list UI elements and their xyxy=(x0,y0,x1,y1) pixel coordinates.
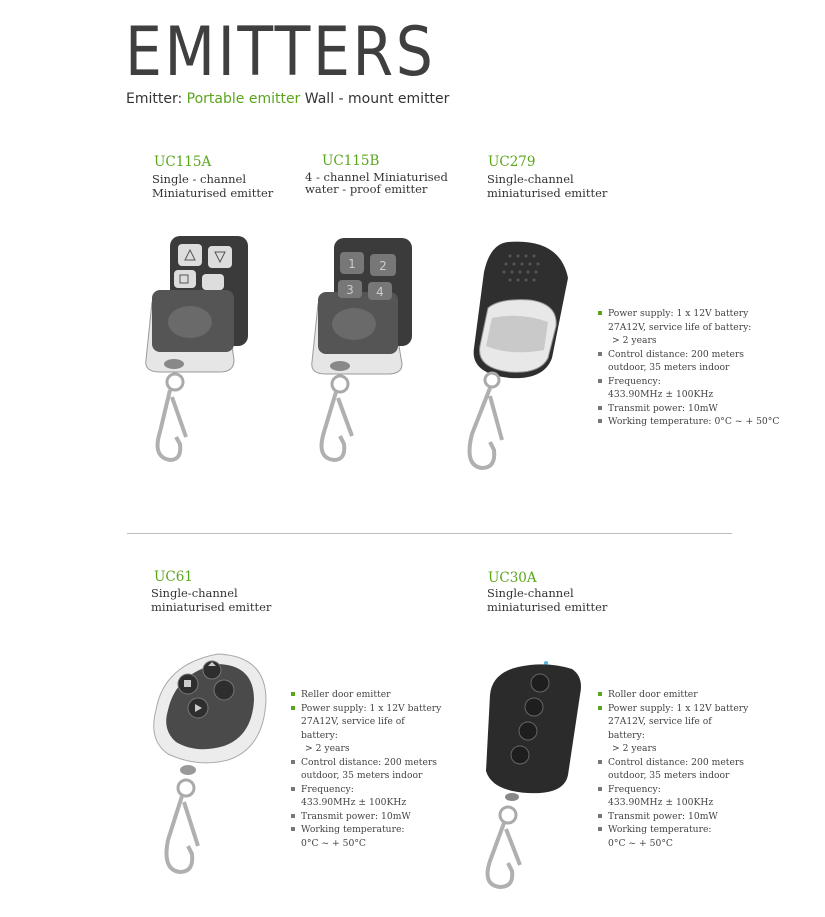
spec-line: Working temperature: xyxy=(608,824,712,835)
nav-wall-mount-emitter-link[interactable]: Wall - mount emitter xyxy=(304,91,450,107)
product-desc-uc115a xyxy=(152,172,273,200)
spec-line: Transmit power: 10mW xyxy=(301,810,411,822)
uc61-remote-image xyxy=(148,650,273,890)
product-model-uc279: UC279 xyxy=(488,154,536,170)
spec-line: Roller door emitter xyxy=(608,689,698,700)
spec-line: 433.90MHz ± 100KHz xyxy=(301,797,407,808)
spec-line: 0°C ~ + 50°C xyxy=(608,837,673,849)
spec-line: > 2 years xyxy=(612,335,657,346)
spec-line: Working temperature: 0°C ~ + 50°C xyxy=(608,416,780,427)
spec-line: 0°C ~ + 50°C xyxy=(301,837,366,849)
page-title: EMITTERS xyxy=(125,13,436,92)
spec-line: Control distance: 200 meters xyxy=(608,756,745,768)
spec-line: Working temperature: xyxy=(301,824,405,835)
desc-line: miniaturised emitter xyxy=(487,600,608,614)
section-divider xyxy=(127,533,732,534)
spec-line: 27A12V, service life of battery: xyxy=(608,321,752,333)
product-model-uc30a: UC30A xyxy=(488,570,537,586)
uc30a-specs xyxy=(598,688,748,850)
spec-line: Transmit power: 10mW xyxy=(608,402,718,414)
desc-line: miniaturised emitter xyxy=(151,600,272,614)
spec-line: Power supply: 1 x 12V battery xyxy=(608,702,749,714)
spec-line: battery: xyxy=(608,729,645,741)
uc115b-remote-image xyxy=(296,236,416,471)
uc279-specs xyxy=(598,307,779,429)
spec-line: 433.90MHz ± 100KHz xyxy=(608,389,714,400)
product-model-uc115b: UC115B xyxy=(322,153,380,169)
spec-line: Control distance: 200 meters xyxy=(301,756,438,768)
nav-portable-emitter-link[interactable]: Portable emitter xyxy=(186,91,301,107)
desc-line: miniaturised emitter xyxy=(487,186,608,200)
desc-line: Single-channel xyxy=(151,586,238,600)
product-desc-uc115b xyxy=(305,171,448,195)
spec-line: 27A12V, service life of xyxy=(608,716,712,727)
desc-line: Miniaturised emitter xyxy=(152,186,274,200)
spec-line: outdoor, 35 meters indoor xyxy=(301,770,423,781)
spec-line: Frequency: xyxy=(301,783,354,795)
spec-line: Reller door emitter xyxy=(301,689,391,700)
product-desc-uc61 xyxy=(151,586,271,614)
spec-line: Frequency: xyxy=(608,783,661,795)
emitter-nav xyxy=(126,91,449,107)
spec-line: Power supply: 1 x 12V battery xyxy=(301,702,442,714)
spec-line: Frequency: xyxy=(608,375,661,387)
desc-line: Single-channel xyxy=(487,172,574,186)
spec-line: > 2 years xyxy=(612,743,657,754)
spec-line: 433.90MHz ± 100KHz xyxy=(608,797,714,808)
spec-line: battery: xyxy=(301,729,338,741)
button-label: 4 xyxy=(376,285,384,299)
desc-line: 4 - channel Miniaturised xyxy=(305,170,448,184)
uc30a-remote-image xyxy=(468,655,588,891)
product-desc-uc279 xyxy=(487,172,607,200)
button-label: 3 xyxy=(346,283,354,297)
uc115a-remote-image xyxy=(130,232,250,472)
spec-line: Power supply: 1 x 12V battery xyxy=(608,308,749,319)
desc-line: Single-channel xyxy=(487,586,574,600)
product-model-uc61: UC61 xyxy=(154,569,193,585)
desc-line: water - proof emitter xyxy=(305,182,428,196)
nav-prefix: Emitter: xyxy=(126,91,183,107)
spec-line: 27A12V, service life of xyxy=(301,716,405,727)
spec-line: Control distance: 200 meters xyxy=(608,348,745,360)
desc-line: Single - channel xyxy=(152,172,247,186)
spec-line: outdoor, 35 meters indoor xyxy=(608,362,730,373)
uc279-remote-image xyxy=(440,238,580,474)
spec-line: Transmit power: 10mW xyxy=(608,810,718,822)
spec-line: > 2 years xyxy=(305,743,350,754)
button-label: 2 xyxy=(379,259,387,273)
spec-line: outdoor, 35 meters indoor xyxy=(608,770,730,781)
product-model-uc115a: UC115A xyxy=(154,154,212,170)
uc61-specs xyxy=(291,688,441,850)
button-label: 1 xyxy=(348,257,356,271)
product-desc-uc30a xyxy=(487,586,607,614)
